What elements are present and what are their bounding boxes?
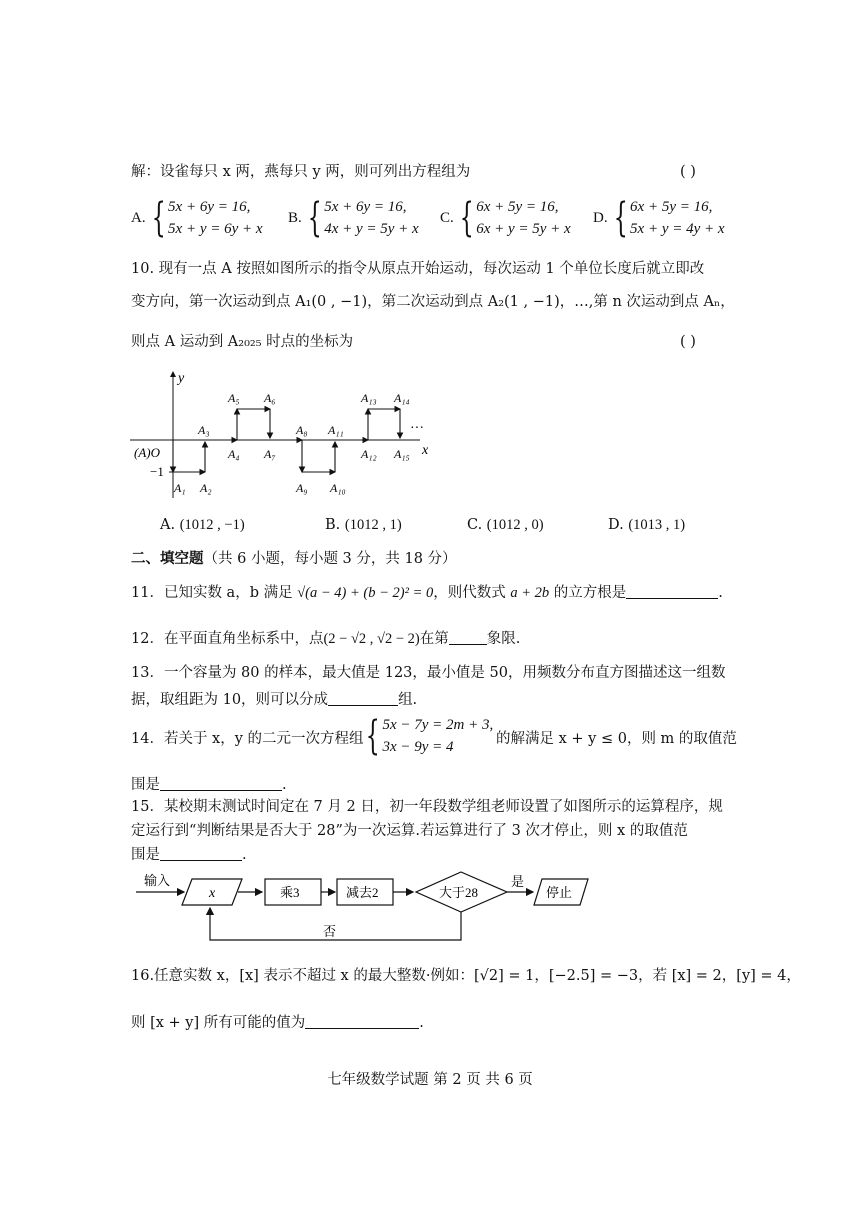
q10-option-d	[608, 515, 685, 535]
option-label: D.	[593, 209, 608, 226]
q14-post: 的解满足 x + y ≤ 0，则 m 的取值范	[496, 731, 737, 747]
flow-multiply-label: 乘3	[280, 885, 300, 900]
point-label: A₃	[198, 423, 210, 437]
q12	[131, 629, 520, 649]
q16-line2	[131, 1013, 424, 1033]
point-label: A₁₃	[361, 391, 377, 405]
q15-end: .	[242, 847, 247, 863]
q15-line1: 15．某校期末测试时间定在 7 月 2 日，初一年段数学组老师设置了如图所示的运算程序，规	[131, 799, 723, 815]
q11-text: ，则代数式	[433, 585, 506, 601]
point-label: A₇	[264, 447, 276, 461]
q10-answer-paren: ( )	[680, 334, 696, 350]
q12-point: (2 − √2 , √2 − 2)	[323, 631, 420, 647]
q15-line2: 定运行到“判断结果是否大于 28”为一次运算.若运算进行了 3 次才停止，则 x 的取值范	[131, 823, 688, 839]
answer-blank[interactable]	[449, 630, 487, 645]
q10-option-a	[160, 515, 245, 535]
point-label: A₆	[264, 391, 276, 405]
q9-option-c	[440, 196, 571, 240]
minus-one-label: −1	[150, 464, 164, 479]
option-label: B.	[288, 209, 302, 226]
q11-text: 的立方根是	[553, 585, 627, 601]
equation-line: 3x − 9y = 4	[382, 739, 454, 755]
point-label: A₁	[174, 481, 186, 495]
q11-expression: a + 2b	[510, 585, 550, 601]
option-label: A.	[131, 209, 146, 226]
option-label: B.	[325, 517, 341, 533]
q9-option-a	[131, 196, 263, 240]
point-label: A₅	[228, 391, 240, 405]
equation-line: 6x + 5y = 16,	[630, 199, 713, 215]
q13-end: 组.	[398, 692, 418, 708]
q10-option-b	[325, 515, 402, 535]
flow-subtract-label: 减去2	[346, 885, 379, 900]
option-value: (1013 , 1)	[628, 517, 686, 533]
q13-line2	[131, 690, 417, 710]
answer-blank[interactable]	[328, 691, 398, 706]
q13-text: 据，取组距为 10，则可以分成	[131, 692, 329, 708]
flow-condition-label: 大于28	[439, 885, 479, 900]
answer-blank[interactable]	[626, 584, 718, 599]
y-axis-label: y	[178, 371, 185, 386]
brace-icon: {	[151, 195, 166, 241]
option-value: (1012 , 1)	[344, 517, 402, 533]
q9-stem: 解：设雀每只 x 两，燕每只 y 两，则可列出方程组为	[131, 164, 471, 180]
q11	[131, 583, 723, 603]
equation-line: 6x + y = 5y + x	[476, 221, 571, 237]
point-label: A₂	[200, 481, 212, 495]
q13-line1: 13．一个容量为 80 的样本，最大值是 123，最小值是 50，用频数分布直方图描述这一组数	[131, 665, 726, 681]
flow-input-label: 输入	[144, 873, 171, 888]
point-label: A₁₄	[394, 391, 410, 405]
q14-end: .	[282, 777, 287, 793]
point-label: A₁₁	[328, 423, 344, 437]
q10-line1: 10. 现有一点 A 按照如图所示的指令从原点开始运动，每次运动 1 个单位长度后就立即改	[131, 261, 705, 277]
equation-line: 5x + 6y = 16,	[324, 199, 407, 215]
continuation-ellipsis: ···	[410, 421, 424, 436]
point-label: A₁₂	[361, 447, 377, 461]
flow-no-label: 否	[323, 924, 337, 939]
q9-option-b	[288, 196, 419, 240]
flow-x: x	[209, 886, 216, 901]
q12-end: 象限.	[486, 631, 521, 647]
answer-blank[interactable]	[160, 846, 242, 861]
point-label: A₈	[296, 423, 308, 437]
brace-icon: {	[459, 195, 474, 241]
answer-blank[interactable]	[160, 776, 282, 791]
q15-line3	[131, 845, 247, 865]
q12-text: 12．在平面直角坐标系中，点	[131, 631, 324, 647]
q16-line1: 16.任意实数 x，[x] 表示不超过 x 的最大整数·例如：[√2] = 1，[−2.5] = −3，若 [x] = 2，[y] = 4，	[131, 968, 801, 984]
equation-line: 5x + 6y = 16,	[168, 199, 251, 215]
q10-line3: 则点 A 运动到 A₂₀₂₅ 时点的坐标为	[131, 334, 354, 350]
point-label: A₁₅	[394, 447, 410, 461]
equation-line: 4x + y = 5y + x	[324, 221, 419, 237]
section-2-heading	[131, 549, 457, 569]
point-label: A₉	[296, 481, 308, 495]
x-axis-label: x	[422, 443, 429, 458]
option-value: (1012 , −1)	[179, 517, 245, 533]
point-label: A₁₀	[330, 481, 346, 495]
answer-blank[interactable]	[305, 1014, 419, 1029]
q11-formula: √(a − 4) + (b − 2)² = 0	[297, 585, 434, 601]
option-value: (1012 , 0)	[486, 517, 544, 533]
equation-line: 5x + y = 6y + x	[168, 221, 263, 237]
brace-icon: {	[613, 195, 628, 241]
section-note: （共 6 小题，每小题 3 分，共 18 分）	[203, 551, 457, 567]
equation-line: 5x − 7y = 2m + 3,	[382, 717, 494, 733]
equation-line: 5x + y = 4y + x	[630, 221, 725, 237]
point-label: A₄	[228, 447, 240, 461]
q10-option-c	[467, 515, 544, 535]
page-footer: 七年级数学试题 第 2 页 共 6 页	[327, 1072, 533, 1088]
option-label: C.	[467, 517, 483, 533]
option-label: A.	[160, 517, 176, 533]
q9-answer-paren: ( )	[680, 164, 696, 180]
q15-flowchart	[130, 868, 600, 946]
brace-icon: {	[365, 713, 380, 759]
flow-stop-label: 停止	[546, 885, 573, 900]
q14-pre: 14．若关于 x，y 的二元一次方程组	[131, 731, 364, 747]
q9-option-d	[593, 196, 725, 240]
q14-line2	[131, 775, 287, 795]
q11-end: .	[718, 585, 723, 601]
q16-text: 则 [x + y] 所有可能的值为	[131, 1015, 306, 1031]
origin-label: (A)O	[134, 445, 160, 460]
option-label: D.	[608, 517, 624, 533]
section-title: 二、填空题	[131, 550, 204, 567]
q15-text: 围是	[131, 847, 160, 863]
q16-end: .	[419, 1015, 424, 1031]
equation-line: 6x + 5y = 16,	[476, 199, 559, 215]
q14-text: 围是	[131, 777, 160, 793]
q10-line2: 变方向，第一次运动到点 A₁(0 , −1)，第二次运动到点 A₂(1 , −1)，…,第 n 次运动到点 Aₙ，	[131, 294, 735, 310]
q11-text: 11．已知实数 a，b 满足	[131, 585, 293, 601]
q10-movement-figure	[130, 368, 450, 502]
option-label: C.	[440, 209, 454, 226]
flow-yes-label: 是	[511, 874, 525, 889]
q14-equation-system	[360, 714, 493, 758]
q12-text: 在第	[419, 631, 449, 647]
brace-icon: {	[307, 195, 322, 241]
